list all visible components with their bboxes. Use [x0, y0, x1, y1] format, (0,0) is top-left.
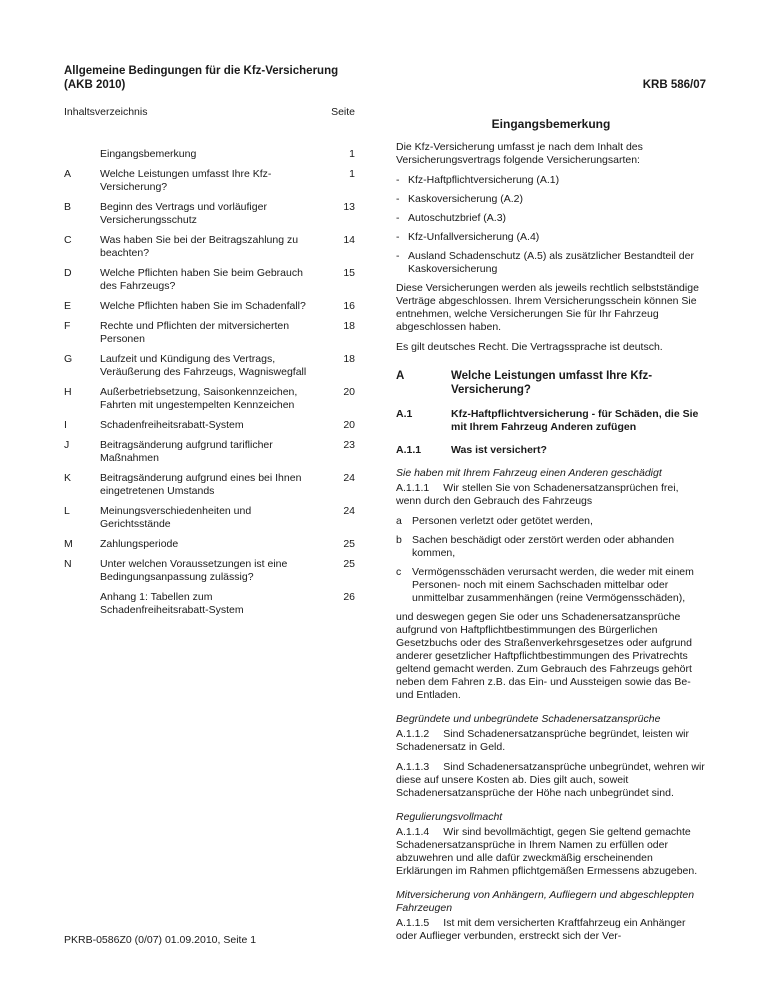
toc-page-number: 25 [343, 558, 355, 570]
section-number: A.1 [396, 408, 413, 420]
lede-claims: Begründete und unbegründete Schadenersatzansprüche [396, 713, 661, 725]
toc-entries [64, 148, 355, 617]
lede-damaged: Sie haben mit Ihrem Fahrzeug einen Anderen geschädigt [396, 467, 662, 479]
toc-entry-label: Beitragsänderung aufgrund eines bei Ihnen eingetretenen Umstands [100, 472, 302, 497]
toc-section-letter: A [64, 168, 72, 180]
list-item-text: Kfz-Unfallversicherung (A.4) [408, 231, 540, 243]
list-item [396, 566, 706, 605]
toc-section-letter: J [64, 439, 70, 451]
list-item [396, 534, 706, 560]
toc-entry-label: Unter welchen Voraussetzungen ist eine Bedingungsanpassung zulässig? [100, 558, 288, 583]
paragraph-text: Wir sind bevollmächtigt, gegen Sie geltend gemachte Schadenersatzansprüche in Ihrem Namen zu erfüllen oder abzuwehren und alle dafür zweckmäßig erscheinenden Erklärungen im Rahmen pflichtgemäßen Ermessens abzugeben. [396, 826, 698, 877]
list-item [396, 515, 706, 528]
paragraph-number: A.1.1.2 [396, 728, 430, 740]
toc-entry-label: Welche Pflichten haben Sie beim Gebrauch des Fahrzeugs? [100, 267, 303, 292]
toc-row [64, 353, 355, 379]
intro-paragraph: Die Kfz-Versicherung umfasst je nach dem Inhalt des Versicherungsvertrags folgende Versicherungsarten: [396, 141, 643, 166]
toc-section-letter: B [64, 201, 72, 213]
paragraph-a115 [396, 917, 706, 943]
toc-row [64, 419, 355, 432]
dash-bullet: - [396, 174, 400, 186]
section-a11-heading [396, 444, 706, 457]
toc-entry-label: Rechte und Pflichten der mitversicherten Personen [100, 320, 290, 345]
list-item-text: Vermögensschäden verursacht werden, die weder mit einem Personen- noch mit einem Sachschaden mittelbar oder unmittelbar zusammenhängen (reine Vermögensschäden), [412, 566, 694, 604]
toc-section-letter: N [64, 558, 72, 570]
toc-row [64, 472, 355, 498]
paragraph-text: Wir stellen Sie von Schadenersatzansprüchen frei, wenn durch den Gebrauch des Fahrzeugs [396, 482, 679, 507]
lede-trailers: Mitversicherung von Anhängern, Aufliegern und abgeschleppten Fahrzeugen [396, 889, 695, 914]
list-item-text: Personen verletzt oder getötet werden, [412, 515, 593, 527]
list-item-letter: b [396, 534, 402, 546]
toc-row [64, 320, 355, 346]
section-a-heading [396, 369, 706, 397]
toc-page-number: 18 [343, 320, 355, 332]
toc-section-letter: D [64, 267, 72, 279]
toc-page-number: 1 [349, 148, 355, 160]
toc-page-number: 18 [343, 353, 355, 365]
paragraph-text: Sind Schadenersatzansprüche unbegründet, wehren wir diese auf unsere Kosten ab. Dies gilt auch, soweit Schadenersatzansprüche der Höhe nach unbegründet sind. [396, 761, 705, 799]
list-item-letter: a [396, 515, 402, 527]
toc-section-letter: C [64, 234, 72, 246]
lede-authority: Regulierungsvollmacht [396, 811, 503, 823]
toc-section-letter [64, 591, 100, 617]
toc-page-number: 23 [343, 439, 355, 451]
document-title-line2: (AKB 2010) [64, 79, 126, 91]
toc-title: Inhaltsverzeichnis [64, 106, 148, 118]
toc-page-number: 15 [343, 267, 355, 279]
toc-section-letter [64, 148, 100, 161]
toc-row [64, 267, 355, 293]
toc-entry-label: Welche Leistungen umfasst Ihre Kfz-Versicherung? [100, 168, 272, 193]
list-item-text: Sachen beschädigt oder zerstört werden oder abhanden kommen, [412, 534, 675, 559]
toc-row [64, 386, 355, 412]
toc-row [64, 538, 355, 551]
toc-header [64, 106, 355, 119]
claims-list [396, 515, 706, 605]
paragraph-law: Es gilt deutsches Recht. Die Vertragssprache ist deutsch. [396, 341, 663, 353]
list-item-text: Kfz-Haftpflichtversicherung (A.1) [408, 174, 560, 186]
paragraph-number: A.1.1.3 [396, 761, 430, 773]
section-title: Welche Leistungen umfasst Ihre Kfz-Versicherung? [451, 370, 653, 396]
toc-page-number: 14 [343, 234, 355, 246]
paragraph-number: A.1.1.1 [396, 482, 430, 494]
section-title: Was ist versichert? [451, 444, 547, 456]
toc-entry-label: Eingangsbemerkung [100, 148, 197, 160]
paragraph-text: Ist mit dem versicherten Kraftfahrzeug ein Anhänger oder Auflieger verbunden, erstreckt sich der Ver- [396, 917, 686, 942]
toc-row [64, 505, 355, 531]
toc-section-letter: F [64, 320, 71, 332]
toc-entry-label: Beitragsänderung aufgrund tariflicher Maßnahmen [100, 439, 273, 464]
document-title-line1: Allgemeine Bedingungen für die Kfz-Versicherung [64, 65, 339, 77]
document-header [64, 64, 706, 92]
paragraph-a111 [396, 482, 706, 508]
toc-section-letter: K [64, 472, 72, 484]
list-item-letter: c [396, 566, 402, 578]
toc-entry-label: Meinungsverschiedenheiten und Gerichtsstände [100, 505, 252, 530]
toc-row [64, 148, 355, 161]
paragraph-a113 [396, 761, 706, 800]
list-item [396, 174, 706, 187]
toc-entry-label: Anhang 1: Tabellen zum Schadenfreiheitsrabatt-System [100, 591, 244, 616]
toc-page-number: 25 [343, 538, 355, 550]
toc-section-letter: L [64, 505, 70, 517]
toc-entry-label: Laufzeit und Kündigung des Vertrags, Veräußerung des Fahrzeugs, Wagniswegfall [100, 353, 307, 378]
section-number: A [396, 370, 405, 382]
list-item [396, 231, 706, 244]
toc-section-letter: E [64, 300, 72, 312]
toc-entry-label: Was haben Sie bei der Beitragszahlung zu beachten? [100, 234, 299, 259]
toc-row [64, 234, 355, 260]
toc-row [64, 168, 355, 194]
main-text-column [396, 118, 706, 950]
list-item [396, 250, 706, 276]
toc-row [64, 300, 355, 313]
toc-section-letter: G [64, 353, 73, 365]
section-title: Kfz-Haftpflichtversicherung - für Schäden, die Sie mit Ihrem Fahrzeug Anderen zufügen [451, 408, 699, 433]
toc-page-column-header: Seite [331, 106, 355, 118]
paragraph-text: Sind Schadenersatzansprüche begründet, leisten wir Schadenersatz in Geld. [396, 728, 690, 753]
document-title [64, 64, 338, 92]
insurance-types-list [396, 174, 706, 276]
dash-bullet: - [396, 250, 400, 262]
list-item-text: Ausland Schadenschutz (A.5) als zusätzlicher Bestandteil der Kaskoversicherung [408, 250, 694, 275]
toc-page-number: 26 [343, 591, 355, 603]
toc-page-number: 20 [343, 419, 355, 431]
toc-page-number: 1 [349, 168, 355, 180]
toc-section-letter: H [64, 386, 72, 398]
toc-page-number: 20 [343, 386, 355, 398]
toc-section-letter: I [64, 419, 67, 431]
paragraph-number: A.1.1.4 [396, 826, 430, 838]
paragraph-a114 [396, 826, 706, 878]
paragraph-consequence: und deswegen gegen Sie oder uns Schadenersatzansprüche aufgrund von Haftpflichtbestimmungen des Bürgerlichen Gesetzbuchs oder des Straßenverkehrsgesetzes oder aufgrund anderer gesetzlicher Haftpflichtbestimmungen des Privatrechts geltend gemacht werden. Zum Gebrauch des Fahrzeugs gehört neben dem Fahren z.B. das Ein- und Aussteigen sowie das Be- und Entladen. [396, 611, 692, 701]
table-of-contents [64, 106, 355, 624]
section-number: A.1.1 [396, 444, 422, 456]
paragraph-a112 [396, 728, 706, 754]
toc-row [64, 558, 355, 584]
toc-row [64, 439, 355, 465]
toc-section-letter: M [64, 538, 73, 550]
dash-bullet: - [396, 231, 400, 243]
paragraph-number: A.1.1.5 [396, 917, 430, 929]
list-item [396, 212, 706, 225]
paragraph-contracts: Diese Versicherungen werden als jeweils rechtlich selbstständige Verträge abgeschlossen. Ihrem Versicherungsschein können Sie entnehmen, welche Versicherungen Sie für Ihr Fahrzeug abgeschlossen haben. [396, 282, 699, 333]
toc-entry-label: Welche Pflichten haben Sie im Schadenfall? [100, 300, 306, 312]
toc-page-number: 13 [343, 201, 355, 213]
toc-page-number: 16 [343, 300, 355, 312]
toc-entry-label: Zahlungsperiode [100, 538, 179, 550]
list-item-text: Kaskoversicherung (A.2) [408, 193, 523, 205]
toc-row [64, 201, 355, 227]
dash-bullet: - [396, 212, 400, 224]
toc-page-number: 24 [343, 472, 355, 484]
section-heading-eingangsbemerkung: Eingangsbemerkung [491, 117, 611, 131]
list-item-text: Autoschutzbrief (A.3) [408, 212, 507, 224]
section-a1-heading [396, 408, 706, 434]
toc-row [64, 591, 355, 617]
toc-page-number: 24 [343, 505, 355, 517]
document-code: KRB 586/07 [642, 79, 706, 91]
dash-bullet: - [396, 193, 400, 205]
toc-entry-label: Beginn des Vertrags und vorläufiger Versicherungsschutz [100, 201, 267, 226]
page-footer: PKRB-0586Z0 (0/07) 01.09.2010, Seite 1 [64, 934, 257, 946]
toc-entry-label: Schadenfreiheitsrabatt-System [100, 419, 244, 431]
list-item [396, 193, 706, 206]
toc-entry-label: Außerbetriebsetzung, Saisonkennzeichen, Fahrten mit ungestempelten Kennzeichen [100, 386, 298, 411]
